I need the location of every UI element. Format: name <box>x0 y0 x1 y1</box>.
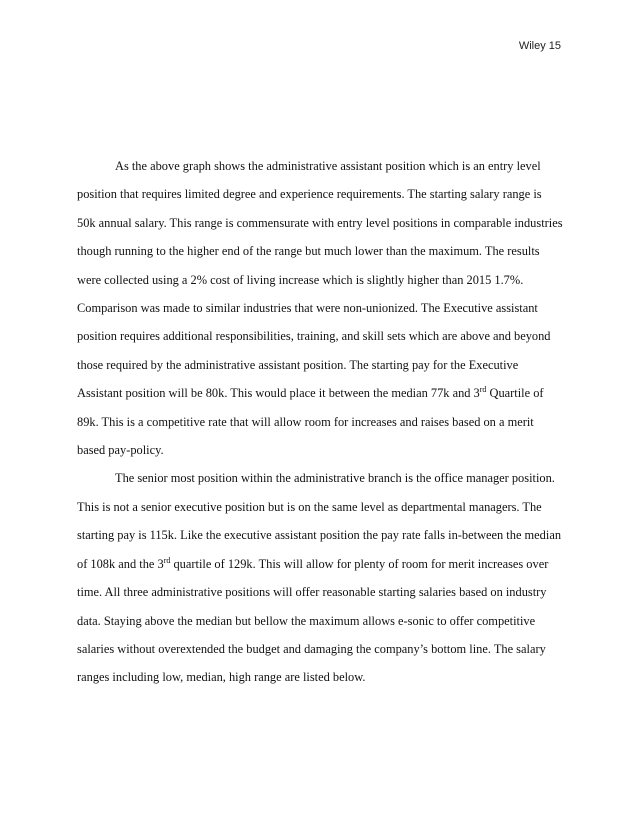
paragraph-1-text-b: Quartile of 89k. This is a competitive rate that will allow room for increases and raises based on a merit based pay-policy. <box>77 386 544 458</box>
body-text <box>77 152 563 692</box>
paragraph-2-text-b: quartile of 129k. This will allow for plenty of room for merit increases over time. All three administrative positions will offer reasonable starting salaries based on industry data. Staying above the median but bellow the maximum allows e-sonic to offer competitive salaries without overextended the budget and damaging the company’s bottom line. The salary ranges including low, median, high range are listed below. <box>77 556 549 685</box>
paragraph-2-superscript: rd <box>163 555 171 565</box>
paragraph-1 <box>77 152 563 464</box>
paragraph-1-text-a: As the above graph shows the administrative assistant position which is an entry level position that requires limited degree and experience requirements. The starting salary range is 50k annual salary. This range is commensurate with entry level positions in comparable industries though running to the higher end of the range but much lower than the maximum. The results were collected using a 2% cost of living increase which is slightly higher than 2015 1.7%. Comparison was made to similar industries that were non-unionized. The Executive assistant position requires additional responsibilities, training, and skill sets which are above and beyond those required by the administrative assistant position. The starting pay for the Executive Assistant position will be 80k. This would place it between the median 77k and 3 <box>77 159 563 401</box>
paragraph-2 <box>77 464 563 691</box>
paragraph-1-superscript: rd <box>479 385 487 395</box>
paragraph-2-text-a: The senior most position within the administrative branch is the office manager position. This is not a senior executive position but is on the same level as departmental managers. The starting pay is 115k. Like the executive assistant position the pay rate falls in-between the median of 108k and the 3 <box>77 471 562 571</box>
running-head: Wiley 15 <box>518 40 561 52</box>
